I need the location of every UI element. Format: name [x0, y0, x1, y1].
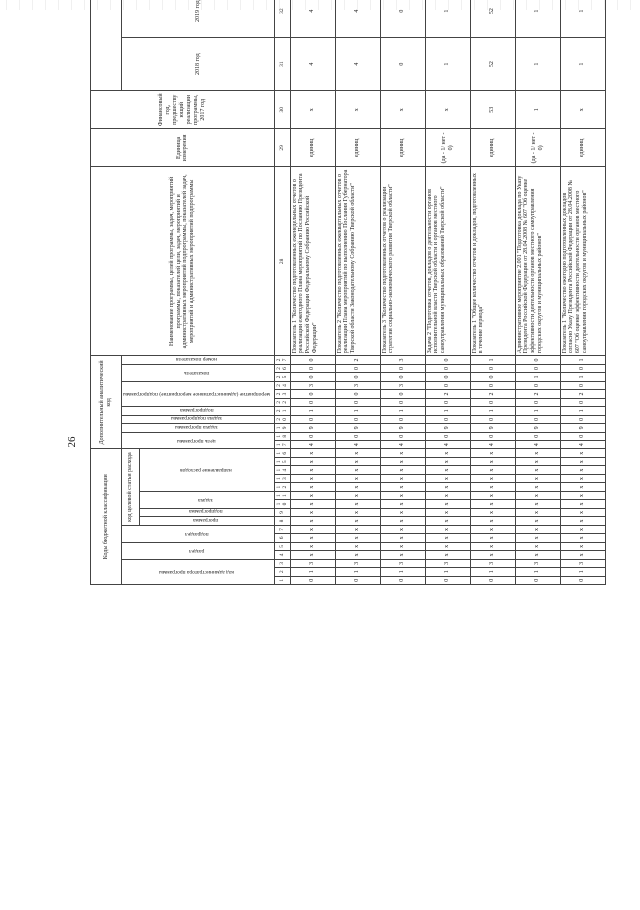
code-digit: 1	[335, 407, 380, 415]
code-digit: 0	[425, 373, 470, 381]
header-razdel: раздел	[122, 542, 275, 559]
code-digit: х	[515, 449, 560, 457]
code-digit: 0	[380, 415, 425, 423]
code-digit: 0	[380, 576, 425, 584]
code-digit: 1	[380, 407, 425, 415]
code-digit: 9	[425, 424, 470, 432]
code-digit: х	[470, 534, 515, 542]
code-digit: х	[380, 457, 425, 465]
row-value-2019: 1	[425, 0, 470, 38]
code-digit: х	[470, 491, 515, 499]
code-digit: 0	[335, 415, 380, 423]
header-podrazdel: подраздел	[122, 525, 275, 542]
code-digit: х	[380, 517, 425, 525]
code-digit: 4	[290, 441, 335, 449]
code-digit: х	[560, 457, 605, 465]
code-digit: х	[290, 474, 335, 482]
code-digit: 2	[560, 390, 605, 398]
code-digit: 2	[470, 390, 515, 398]
code-digit: х	[380, 551, 425, 559]
code-digit: х	[515, 474, 560, 482]
code-digit: 3	[515, 559, 560, 567]
table-row	[290, 0, 335, 585]
row-name: Задача 2 "Подготовка отчетов, докладов о деятельности органов исполнительной власти Тверской области и органов местного самоуправления муниципальных образований Тверской области"	[425, 167, 470, 356]
code-digit: х	[335, 500, 380, 508]
row-name: Показатель 3 "Количество подготовленных отчетов о реализации стратегии социально-экономического развития Тверской области"	[380, 167, 425, 356]
page-number: 26	[66, 436, 78, 448]
row-fin-year-value: 53	[470, 91, 515, 129]
code-digit: х	[470, 508, 515, 516]
column-number: 11	[274, 491, 290, 499]
code-digit: х	[470, 517, 515, 525]
code-digit: х	[515, 466, 560, 474]
column-number: 32	[274, 0, 290, 38]
code-digit: 2	[425, 390, 470, 398]
code-digit: 0	[515, 398, 560, 406]
header-pokazatel: показатель	[122, 364, 275, 381]
code-digit: х	[335, 542, 380, 550]
row-value-2018: 4	[290, 38, 335, 91]
code-digit: х	[560, 517, 605, 525]
code-digit: 1	[470, 407, 515, 415]
program-indicators-table	[90, 0, 606, 585]
code-digit: 0	[425, 415, 470, 423]
code-digit: х	[290, 508, 335, 516]
column-number: 30	[274, 91, 290, 129]
code-digit: 0	[515, 432, 560, 440]
code-digit: х	[290, 551, 335, 559]
header-admin-code: код администратора программы	[122, 559, 275, 584]
code-digit: х	[560, 525, 605, 533]
code-digit: х	[290, 466, 335, 474]
code-digit: 0	[380, 364, 425, 372]
code-digit: 0	[515, 576, 560, 584]
code-digit: 0	[290, 576, 335, 584]
column-numbers-row	[274, 0, 290, 585]
code-digit: х	[560, 508, 605, 516]
code-digit: х	[290, 483, 335, 491]
code-digit: х	[560, 483, 605, 491]
column-number: 15	[274, 457, 290, 465]
code-digit: 1	[425, 407, 470, 415]
code-digit: х	[515, 525, 560, 533]
code-digit: 0	[560, 432, 605, 440]
code-digit: 0	[515, 364, 560, 372]
header-zadacha-podprogrammy: задача подпрограммы	[122, 415, 275, 423]
row-fin-year-value: х	[560, 91, 605, 129]
row-value-2018: 1	[515, 38, 560, 91]
code-digit: 0	[470, 576, 515, 584]
code-digit: 1	[515, 407, 560, 415]
column-number: 8	[274, 517, 290, 525]
row-unit: (да - 1/ нет - 0)	[515, 129, 560, 167]
header-zadacha: задача	[140, 491, 275, 508]
column-number: 3	[274, 559, 290, 567]
header-y2018: 2018 год	[122, 38, 275, 91]
code-digit: 3	[335, 381, 380, 389]
row-fin-year-value: х	[425, 91, 470, 129]
code-digit: 0	[290, 356, 335, 365]
code-digit: х	[290, 542, 335, 550]
column-number: 6	[274, 534, 290, 542]
code-digit: 1	[290, 568, 335, 576]
code-digit: 1	[470, 568, 515, 576]
code-digit: 4	[380, 441, 425, 449]
code-digit: х	[515, 517, 560, 525]
code-digit: 0	[290, 432, 335, 440]
column-number: 17	[274, 441, 290, 449]
column-number: 4	[274, 551, 290, 559]
row-fin-year-value: х	[380, 91, 425, 129]
code-digit: х	[425, 466, 470, 474]
code-digit: х	[470, 500, 515, 508]
code-digit: х	[290, 449, 335, 457]
code-digit: 4	[425, 441, 470, 449]
code-digit: 1	[470, 356, 515, 365]
code-digit: х	[560, 500, 605, 508]
code-digit: 0	[335, 390, 380, 398]
row-name: Административное мероприятие 2.001 "Подготовка доклада по Указу Президента Российской Федерации от 28.04.2008 № 607 "Об оценке эффективности деятельности органов местного самоуправления городских округов и муниципальных районов"	[515, 167, 560, 356]
code-digit: 1	[515, 373, 560, 381]
code-digit: х	[425, 474, 470, 482]
column-number: 7	[274, 525, 290, 533]
code-digit: 0	[470, 364, 515, 372]
column-number: 5	[274, 542, 290, 550]
code-digit: 9	[560, 424, 605, 432]
code-digit: х	[560, 551, 605, 559]
row-name: Показатель 1 "Количество подготовленных еженедельных отчетов о реализации ежегодного Плана мероприятий по Посланию Президента Российской Федерации Федеральному Собранию Российской Федерации"	[290, 167, 335, 356]
header-napravlenie: направление расходов	[140, 449, 275, 491]
row-unit: единиц	[560, 129, 605, 167]
code-digit: 1	[425, 568, 470, 576]
column-number: 22	[274, 398, 290, 406]
code-digit: 9	[335, 424, 380, 432]
code-digit: х	[335, 534, 380, 542]
code-digit: х	[290, 517, 335, 525]
header-cel-programmy: цель программы	[122, 432, 275, 449]
code-digit: 0	[335, 432, 380, 440]
code-digit: 9	[380, 424, 425, 432]
column-number: 1	[274, 576, 290, 584]
table-row	[560, 0, 605, 585]
code-digit: х	[335, 449, 380, 457]
code-digit: 3	[380, 559, 425, 567]
code-digit: х	[425, 551, 470, 559]
code-digit: 0	[425, 576, 470, 584]
code-digit: 0	[560, 381, 605, 389]
code-digit: х	[425, 457, 470, 465]
column-number: 9	[274, 508, 290, 516]
code-digit: х	[425, 542, 470, 550]
code-digit: 3	[380, 381, 425, 389]
code-digit: 1	[290, 407, 335, 415]
code-digit: х	[470, 525, 515, 533]
column-number: 28	[274, 167, 290, 356]
code-digit: 0	[425, 356, 470, 365]
column-number: 23	[274, 390, 290, 398]
code-digit: 0	[425, 432, 470, 440]
column-number: 20	[274, 415, 290, 423]
code-digit: 0	[560, 364, 605, 372]
table-row	[335, 0, 380, 585]
code-digit: х	[515, 542, 560, 550]
row-fin-year-value: х	[290, 91, 335, 129]
header-nomer-pokazatelya: номер показателя	[122, 356, 275, 365]
column-number: 13	[274, 474, 290, 482]
code-digit: х	[380, 508, 425, 516]
code-digit: х	[515, 551, 560, 559]
code-digit: 1	[335, 568, 380, 576]
row-value-2019: 4	[335, 0, 380, 38]
code-digit: х	[515, 534, 560, 542]
code-digit: 0	[290, 364, 335, 372]
code-digit: 3	[560, 559, 605, 567]
code-digit: х	[470, 466, 515, 474]
code-digit: х	[335, 551, 380, 559]
row-value-2019: 0	[380, 0, 425, 38]
row-value-2019: 1	[515, 0, 560, 38]
code-digit: 4	[515, 441, 560, 449]
code-digit: х	[335, 525, 380, 533]
code-digit: х	[335, 457, 380, 465]
table-row	[425, 0, 470, 585]
code-digit: 0	[335, 576, 380, 584]
code-digit: х	[380, 542, 425, 550]
code-digit: х	[560, 449, 605, 457]
code-digit: х	[470, 457, 515, 465]
header-podprogramma: подпрограмма	[140, 508, 275, 516]
code-digit: 1	[515, 568, 560, 576]
row-unit: единиц	[380, 129, 425, 167]
column-number: 24	[274, 381, 290, 389]
code-digit: 0	[290, 390, 335, 398]
code-digit: 3	[470, 559, 515, 567]
code-digit: 4	[560, 441, 605, 449]
code-digit: 0	[380, 390, 425, 398]
row-unit: (да - 1/ нет - 0)	[425, 129, 470, 167]
code-digit: х	[380, 534, 425, 542]
row-name: Показатель 2 "Количество подготовленных ежеквартальных отчетов о реализации Плана мероприятий по выполнению Послания Губернатора Тверской области Законодательному Собранию Тверской области"	[335, 167, 380, 356]
code-digit: 9	[290, 424, 335, 432]
code-digit: х	[470, 449, 515, 457]
code-digit: 0	[380, 432, 425, 440]
column-number: 10	[274, 500, 290, 508]
row-value-2019: 1	[560, 0, 605, 38]
code-digit: 9	[470, 424, 515, 432]
column-number: 16	[274, 449, 290, 457]
code-digit: 4	[335, 441, 380, 449]
code-digit: 1	[560, 407, 605, 415]
column-number: 21	[274, 407, 290, 415]
code-digit: 3	[425, 559, 470, 567]
header-unit: Единица измерения	[91, 129, 275, 167]
code-digit: 1	[560, 373, 605, 381]
code-digit: х	[560, 474, 605, 482]
row-value-2018: 0	[380, 38, 425, 91]
column-number: 27	[274, 356, 290, 365]
header-podprogramma-label: подпрограмма	[122, 407, 275, 415]
code-digit: х	[515, 491, 560, 499]
column-number: 14	[274, 466, 290, 474]
code-digit: 3	[290, 381, 335, 389]
code-digit: 0	[470, 398, 515, 406]
code-digit: 1	[560, 568, 605, 576]
row-unit: единиц	[290, 129, 335, 167]
code-digit: 0	[335, 373, 380, 381]
code-digit: 0	[335, 398, 380, 406]
code-digit: 2	[335, 356, 380, 365]
row-unit: единиц	[470, 129, 515, 167]
column-number: 12	[274, 483, 290, 491]
code-digit: 0	[470, 381, 515, 389]
rotated-page-area	[90, 0, 630, 910]
code-digit: х	[425, 508, 470, 516]
code-digit: 0	[515, 356, 560, 365]
code-digit: х	[335, 474, 380, 482]
code-digit: х	[425, 525, 470, 533]
code-digit: х	[380, 474, 425, 482]
code-digit: х	[515, 500, 560, 508]
code-digit: 0	[335, 364, 380, 372]
code-digit: 0	[425, 398, 470, 406]
code-digit: 1	[380, 568, 425, 576]
code-digit: 3	[290, 559, 335, 567]
column-number: 2	[274, 568, 290, 576]
code-digit: х	[380, 466, 425, 474]
code-digit: 3	[335, 559, 380, 567]
header-y2019: 2019 год	[122, 0, 275, 38]
code-digit: х	[515, 483, 560, 491]
code-digit: х	[425, 449, 470, 457]
row-value-2019: 4	[290, 0, 335, 38]
code-digit: 0	[560, 415, 605, 423]
code-digit: х	[380, 483, 425, 491]
code-digit: х	[335, 483, 380, 491]
code-digit: х	[470, 483, 515, 491]
code-digit: х	[425, 534, 470, 542]
row-unit: единиц	[335, 129, 380, 167]
row-name: Показатель 1 "Общее количество отчетов и докладов, подготовленных в течение периода"	[470, 167, 515, 356]
row-value-2018: 52	[470, 38, 515, 91]
code-digit: х	[290, 457, 335, 465]
code-digit: х	[470, 474, 515, 482]
code-digit: х	[290, 534, 335, 542]
code-digit: х	[290, 491, 335, 499]
header-zadacha-programmy: задача программы	[122, 424, 275, 432]
code-digit: 0	[380, 398, 425, 406]
row-fin-year-value: х	[335, 91, 380, 129]
code-digit: х	[290, 525, 335, 533]
code-digit: х	[515, 457, 560, 465]
code-digit: 0	[425, 364, 470, 372]
code-digit: 0	[290, 398, 335, 406]
code-digit: 0	[425, 381, 470, 389]
column-number: 19	[274, 424, 290, 432]
code-digit: х	[335, 517, 380, 525]
row-value-2018: 1	[560, 38, 605, 91]
header-fin-year: Финансовый год, предшествующий реализации программы, 2017 год	[91, 91, 275, 129]
code-digit: 0	[470, 432, 515, 440]
header-programma: программа	[140, 517, 275, 525]
code-digit: х	[380, 491, 425, 499]
code-digit: 0	[470, 373, 515, 381]
code-digit: 0	[380, 373, 425, 381]
code-digit: х	[560, 466, 605, 474]
header-analytic-code: Дополнительный аналитический код	[91, 356, 122, 449]
code-digit: х	[560, 534, 605, 542]
code-digit: х	[425, 491, 470, 499]
table-stage	[90, 0, 630, 585]
code-digit: 3	[380, 356, 425, 365]
header-csr-group: код целевой статьи расхода	[122, 449, 140, 525]
code-digit: х	[335, 508, 380, 516]
code-digit: 0	[560, 398, 605, 406]
code-digit: х	[425, 517, 470, 525]
row-fin-year-value: 1	[515, 91, 560, 129]
code-digit: х	[335, 491, 380, 499]
header-meropriyatie: мероприятие (административное мероприятие) подпрограммы	[122, 381, 275, 406]
code-digit: х	[335, 466, 380, 474]
row-name: Показатель 1 "Количество ежегодно подготовленных докладов согласно Указу Президента Российской Федерации от 28.04.2008 № 607 "Об оценке эффективности деятельности органов местного самоуправления городских округов и муниципальных районов"	[560, 167, 605, 356]
header-row-groups	[91, 0, 122, 585]
code-digit: 4	[470, 441, 515, 449]
column-number: 18	[274, 432, 290, 440]
code-digit: х	[560, 491, 605, 499]
header-name: Наименование программы, целей программы, задач, мероприятий программы, показателей цели, задач, мероприятий и административных мероприятий подпрограммы, показателей задач, мероприятий и административных мероприятий подпрограммы	[91, 167, 275, 356]
code-digit: 0	[515, 381, 560, 389]
header-budget-classifier: Коды бюджетной классификации	[91, 449, 122, 585]
code-digit: 0	[560, 576, 605, 584]
code-digit: 0	[470, 415, 515, 423]
table-row	[380, 0, 425, 585]
code-digit: х	[380, 449, 425, 457]
column-number: 26	[274, 364, 290, 372]
code-digit: х	[380, 525, 425, 533]
code-digit: х	[560, 542, 605, 550]
row-value-2018: 1	[425, 38, 470, 91]
code-digit: х	[425, 483, 470, 491]
code-digit: х	[380, 500, 425, 508]
header-years-group	[91, 0, 122, 91]
code-digit: х	[290, 500, 335, 508]
table-row	[515, 0, 560, 585]
column-number: 29	[274, 129, 290, 167]
code-digit: х	[470, 542, 515, 550]
code-digit: 0	[290, 415, 335, 423]
row-value-2018: 4	[335, 38, 380, 91]
code-digit: х	[515, 508, 560, 516]
column-number: 31	[274, 38, 290, 91]
code-digit: 2	[515, 390, 560, 398]
code-digit: 0	[515, 415, 560, 423]
code-digit: 1	[560, 356, 605, 365]
table-row	[470, 0, 515, 585]
code-digit: х	[425, 500, 470, 508]
row-value-2019: 52	[470, 0, 515, 38]
code-digit: 9	[515, 424, 560, 432]
code-digit: 0	[290, 373, 335, 381]
column-number: 25	[274, 373, 290, 381]
code-digit: х	[470, 551, 515, 559]
